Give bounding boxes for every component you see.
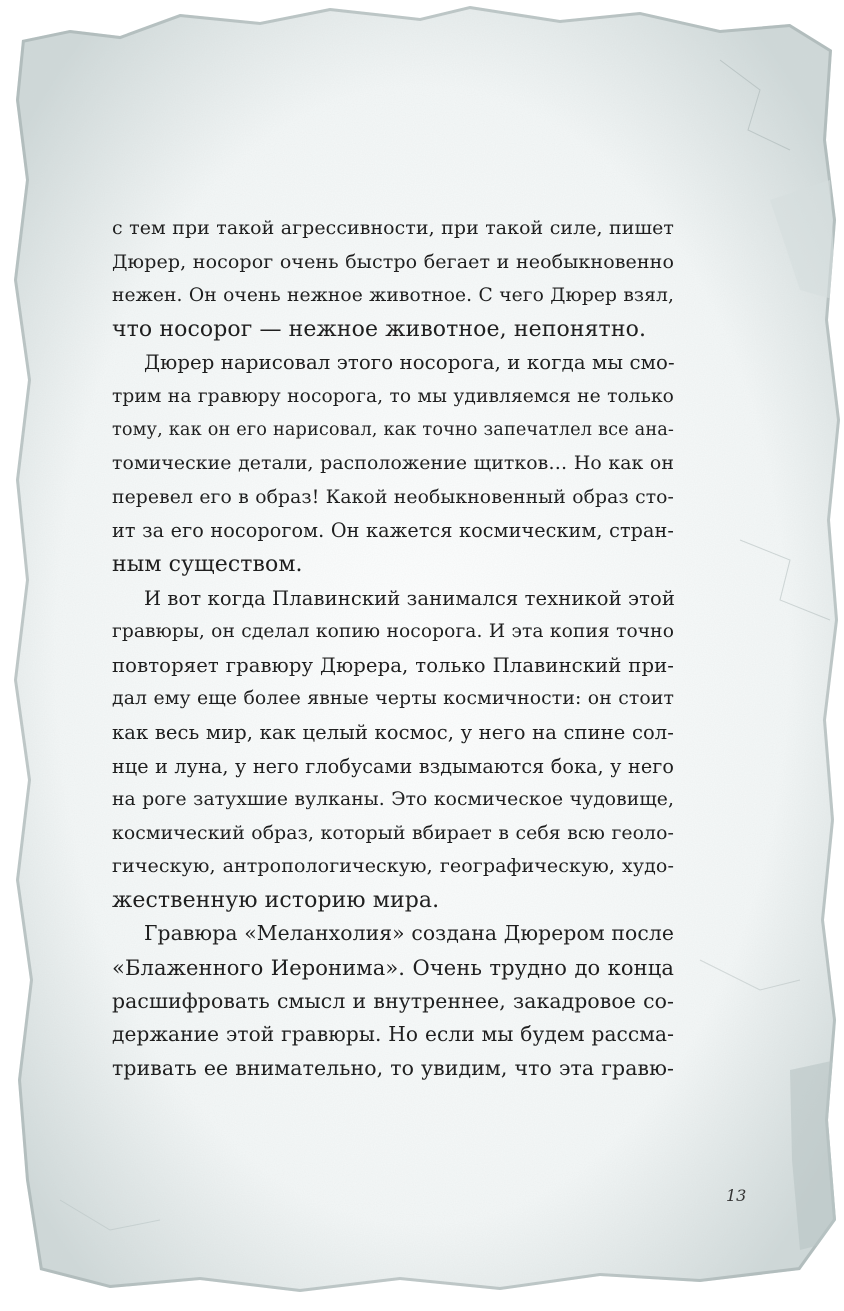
text-line: томические детали, расположение щитков… Но как он — [112, 453, 674, 475]
text-line: ит за его носорогом. Он кажется космическим, стран- — [112, 519, 674, 543]
text-line: И вот когда Плавинский занимался техникой этой — [144, 586, 675, 610]
text-line: что носорог — нежное животное, непонятно. — [112, 316, 647, 342]
text-line: на роге затухшие вулканы. Это космическое чудовище, — [112, 789, 674, 811]
page-number: 13 — [726, 1186, 747, 1205]
text-line: гическую, антропологическую, географическую, худо- — [112, 855, 674, 878]
text-line: нце и луна, у него глобусами вздымаются бока, у него — [112, 754, 674, 778]
text-line: Дюрер, носорог очень быстро бегает и необыкновенно — [112, 250, 674, 273]
text-line: расшифровать смысл и внутреннее, закадровое со- — [112, 988, 674, 1013]
text-line: дал ему еще более явные черты космичности: он стоит — [112, 688, 674, 710]
text-line: с тем при такой агрессивности, при такой силе, пишет — [112, 217, 674, 239]
text-line: «Блаженного Иеронима». Очень трудно до конца — [112, 955, 674, 981]
body-text — [112, 212, 674, 1085]
text-line: жественную историю мира. — [112, 887, 440, 913]
text-line: перевел его в образ! Какой необыкновенный образ сто- — [112, 486, 674, 508]
text-line: трим на гравюру носорога, то мы удивляемся не только — [112, 385, 674, 407]
text-line: держание этой гравюры. Но если мы будем рассма- — [112, 1022, 674, 1047]
text-line: тому, как он его нарисовал, как точно запечатлел все ана- — [112, 419, 674, 440]
text-line: нежен. Он очень нежное животное. С чего Дюрер взял, — [112, 285, 674, 307]
text-line: Дюрер нарисовал этого носорога, и когда мы смо- — [144, 351, 675, 375]
text-line: как весь мир, как целый космос, у него на спине сол- — [112, 720, 674, 744]
text-line: повторяет гравюру Дюрера, только Плавинский при- — [112, 653, 674, 677]
text-line: гравюры, он сделал копию носорога. И эта копия точно — [112, 621, 674, 643]
text-line: ным существом. — [112, 551, 303, 577]
text-line: космический образ, который вбирает в себя всю геоло- — [112, 822, 674, 844]
text-line: тривать ее внимательно, то увидим, что эта гравю- — [112, 1055, 674, 1080]
text-line: Гравюра «Меланхолия» создана Дюрером после — [144, 921, 674, 946]
